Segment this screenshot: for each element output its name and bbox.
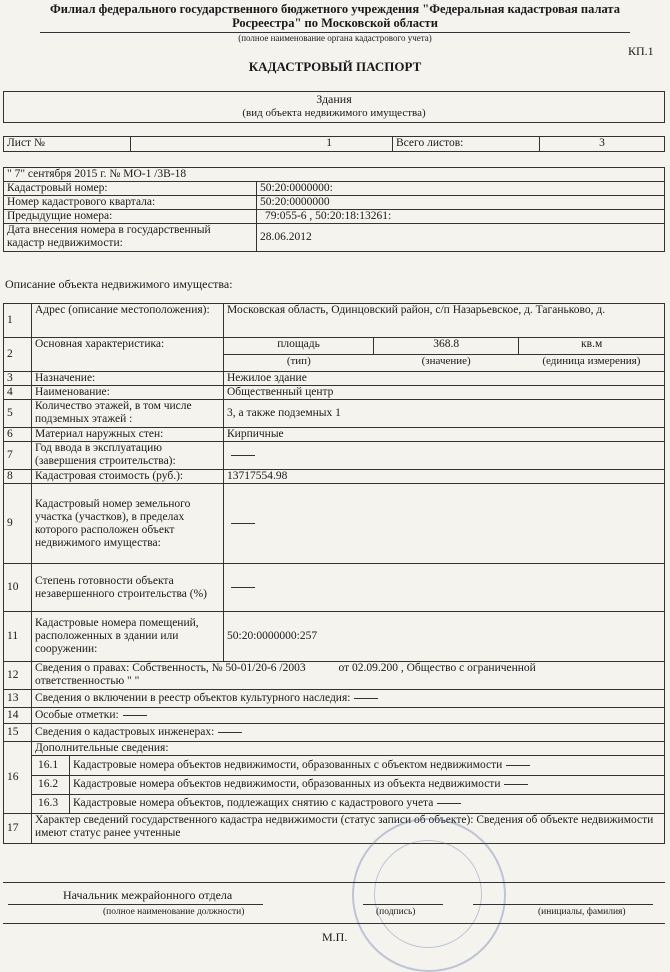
row-number: 1	[4, 304, 32, 338]
amount-caption: (значение)	[374, 354, 519, 370]
position-underline	[8, 904, 263, 905]
row-number: 12	[4, 662, 32, 690]
sheet-label: Лист №	[4, 137, 131, 152]
cadastral-cost-label: Кадастровая стоимость (руб.):	[32, 470, 224, 484]
wall-material-label: Материал наружных стен:	[32, 428, 224, 442]
land-plot-label: Кадастровый номер земельного участка (участков), в пределах которого расположен объект недвижимого имущества:	[32, 484, 224, 564]
name-caption: (инициалы, фамилия)	[538, 907, 626, 917]
row-number: 14	[4, 708, 32, 724]
sub-formed-with-text: Кадастровые номера объектов недвижимости, образованных с объектом недвижимости	[73, 758, 503, 771]
name-value: Общественный центр	[224, 386, 665, 400]
row-number: 16	[4, 742, 32, 814]
sub-number: 16.2	[32, 775, 70, 794]
row-address	[4, 304, 665, 338]
object-kind-caption: (вид объекта недвижимого имущества)	[242, 107, 426, 119]
row-number: 9	[4, 484, 32, 564]
row-main-characteristic	[4, 338, 665, 372]
engineers-label: Сведения о кадастровых инженерах:	[35, 726, 215, 738]
seal-place: М.П.	[322, 930, 348, 944]
characteristic-unit: кв.м	[581, 338, 603, 350]
special-notes	[32, 708, 665, 724]
row-number: 2	[4, 338, 32, 372]
quarter-number-label: Номер кадастрового квартала:	[4, 196, 257, 210]
records-status: Характер сведений государственного кадастра недвижимости (статус записи об объекте): Сведения об объекте недвижимости имеют статус ранее учтенные	[32, 814, 665, 844]
form-code: КП.1	[628, 44, 654, 58]
premises-value: 50:20:0000000:257	[224, 612, 665, 662]
special-notes-label: Особые отметки:	[35, 709, 119, 721]
org-name-line2: Росреестра" по Московской области	[232, 16, 438, 30]
additional-info	[32, 742, 665, 814]
sub-to-remove	[70, 794, 665, 813]
signature-underline	[363, 904, 443, 905]
empty-dash	[437, 803, 461, 804]
signature-caption: (подпись)	[376, 907, 416, 917]
rights-info	[32, 662, 665, 690]
sub-number: 16.3	[32, 794, 70, 813]
characteristic-type: площадь	[224, 338, 374, 354]
doc-title: КАДАСТРОВЫЙ ПАСПОРТ	[248, 59, 422, 74]
characteristic-amount: 368.8	[374, 338, 519, 354]
registration-date-label-line1: Дата внесения номера в государственный	[7, 224, 211, 236]
row-number: 5	[4, 400, 32, 428]
empty-dash	[354, 698, 378, 699]
empty-dash	[504, 784, 528, 785]
address-label: Адрес (описание местоположения):	[32, 304, 224, 338]
previous-numbers: 79:055-6 , 50:20:18:13261:	[257, 210, 665, 224]
position-title: Начальник межрайонного отдела	[63, 888, 233, 902]
info-table	[3, 167, 665, 252]
empty-dash	[218, 732, 242, 733]
additional-info-label: Дополнительные сведения:	[32, 742, 664, 756]
org-caption: (полное наименование органа кадастрового учета)	[238, 33, 432, 43]
position-caption: (полное наименование должности)	[103, 907, 245, 917]
name-label: Наименование:	[32, 386, 224, 400]
commission-year-value	[224, 442, 665, 470]
object-kind-box	[3, 91, 665, 123]
additional-subtable	[32, 756, 664, 813]
rights-info-part2: от 02.09.200 , Общество с ограниченной	[338, 662, 536, 674]
row-number: 17	[4, 814, 32, 844]
row-number: 10	[4, 564, 32, 612]
row-number: 11	[4, 612, 32, 662]
sheet-number: 1	[131, 137, 393, 152]
main-characteristic-cell	[224, 338, 665, 372]
previous-numbers-label: Предыдущие номера:	[4, 210, 257, 224]
cadastral-number: 50:20:0000000:	[257, 182, 665, 196]
floors-value: 3, а также подземных 1	[224, 400, 665, 428]
registration-date-label	[4, 224, 257, 252]
cadastral-cost-value: 13717554.98	[224, 470, 665, 484]
sub-formed-with	[70, 756, 665, 775]
purpose-label: Назначение:	[32, 372, 224, 386]
sub-to-remove-text: Кадастровые номера объектов, подлежащих снятию с кадастрового учета	[73, 797, 434, 810]
empty-dash	[123, 715, 147, 716]
unit-caption: (единица измерения)	[519, 354, 664, 370]
heritage-label: Сведения о включении в реестр объектов культурного наследия:	[35, 692, 351, 704]
description-table	[3, 303, 665, 844]
registration-date: 28.06.2012	[257, 224, 665, 252]
cadastral-number-label: Кадастровый номер:	[4, 182, 257, 196]
doc-date-number: " 7" сентября 2015 г. № МО-1 /3В-18	[4, 168, 665, 182]
total-sheets-label: Всего листов:	[393, 137, 540, 152]
heritage-info	[32, 690, 665, 708]
row-number: 8	[4, 470, 32, 484]
rights-info-part3: ответственностью " "	[35, 675, 140, 687]
empty-dash	[231, 455, 255, 456]
purpose-value: Нежилое здание	[224, 372, 665, 386]
readiness-label: Степень готовности объекта незавершенного строительства (%)	[32, 564, 224, 612]
premises-label: Кадастровые номера помещений, расположенных в здании или сооружении:	[32, 612, 224, 662]
sub-number: 16.1	[32, 756, 70, 775]
row-number: 13	[4, 690, 32, 708]
rights-info-part1: Сведения о правах: Собственность, № 50-01/20-6 /2003	[35, 662, 306, 674]
engineers-info	[32, 724, 665, 742]
row-number: 6	[4, 428, 32, 442]
description-title: Описание объекта недвижимого имущества:	[5, 277, 233, 291]
sheet-table	[3, 136, 665, 152]
commission-year-label: Год ввода в эксплуатацию (завершения строительства):	[32, 442, 224, 470]
wall-material-value: Кирпичные	[224, 428, 665, 442]
row-number: 15	[4, 724, 32, 742]
land-plot-value	[224, 484, 665, 564]
sub-formed-from	[70, 775, 665, 794]
object-kind: Здания	[316, 92, 352, 106]
row-number: 4	[4, 386, 32, 400]
empty-dash	[231, 587, 255, 588]
empty-dash	[231, 523, 255, 524]
floors-label: Количество этажей, в том числе подземных этажей :	[32, 400, 224, 428]
main-characteristic-label: Основная характеристика:	[32, 338, 224, 372]
quarter-number: 50:20:0000000	[257, 196, 665, 210]
row-number: 3	[4, 372, 32, 386]
total-sheets: 3	[540, 137, 665, 152]
empty-dash	[506, 765, 530, 766]
characteristic-subtable	[224, 338, 664, 370]
row-number: 7	[4, 442, 32, 470]
signature-block	[3, 882, 665, 924]
name-underline	[473, 904, 653, 905]
org-name-line1: Филиал федерального государственного бюджетного учреждения "Федеральная кадастровая палата	[50, 2, 620, 16]
registration-date-label-line2: кадастр недвижимости:	[7, 237, 123, 249]
sub-formed-from-text: Кадастровые номера объектов недвижимости, образованных из объекта недвижимости	[73, 778, 501, 790]
address-value: Московская область, Одинцовский район, с/п Назарьевское, д. Таганьково, д.	[224, 304, 665, 338]
readiness-value	[224, 564, 665, 612]
type-caption: (тип)	[224, 354, 374, 370]
